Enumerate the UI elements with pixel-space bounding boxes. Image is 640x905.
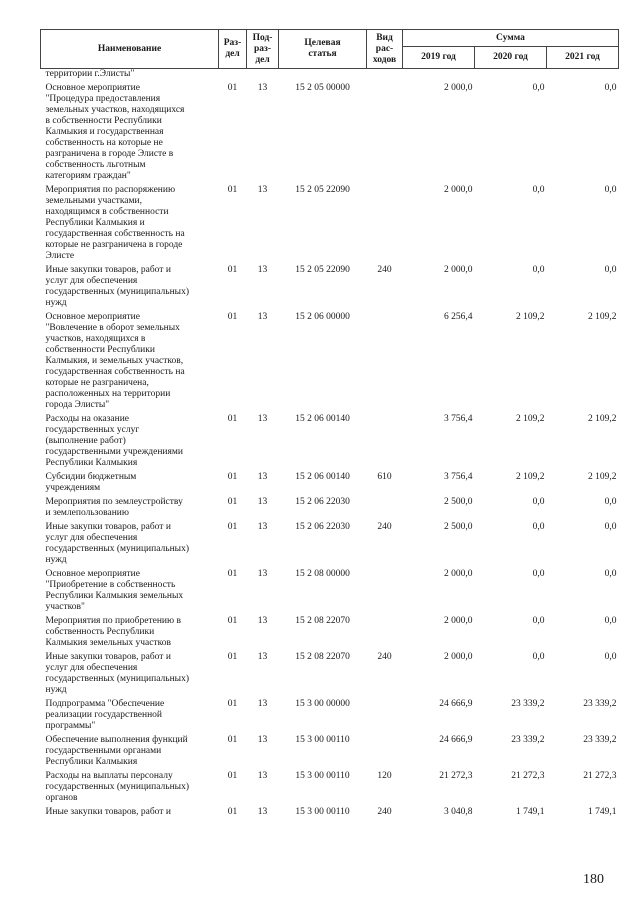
row-section: 01 — [227, 83, 238, 93]
row-name: Иные закупки товаров, работ и услуг для обеспечения государственных (муниципальных) нужд — [45, 652, 189, 695]
row-amount-2021: 23 339,2 — [583, 699, 617, 709]
row-name: Иные закупки товаров, работ и услуг для обеспечения государственных (муниципальных) нужд — [45, 265, 189, 308]
row-target: 15 2 05 00000 — [295, 83, 350, 93]
row-target: 15 2 06 22030 — [295, 497, 350, 507]
header-target: Целевая статья — [279, 30, 367, 69]
row-expense — [367, 80, 403, 182]
row-subsection: 13 — [257, 414, 268, 424]
row-amount-2020: 0,0 — [532, 616, 545, 626]
row-amount-2021: 0,0 — [604, 616, 617, 626]
row-target: 15 2 06 00000 — [295, 312, 350, 322]
row-subsection: 13 — [257, 265, 268, 275]
header-sum: Сумма — [403, 30, 619, 47]
row-target: 15 3 00 00110 — [295, 771, 350, 781]
row-section: 01 — [227, 616, 238, 626]
row-amount-2021: 0,0 — [604, 652, 617, 662]
row-section: 01 — [227, 265, 238, 275]
row-amount-2019: 2 500,0 — [444, 497, 473, 507]
row-name: Субсидии бюджетным учреждениям — [45, 472, 137, 493]
row-target: 15 2 08 22070 — [295, 616, 350, 626]
row-amount-2021: 1 749,1 — [588, 807, 617, 817]
row-target: 15 2 06 00140 — [295, 414, 350, 424]
row-amount-2019: 2 000,0 — [444, 652, 473, 662]
row-expense: 240 — [377, 265, 392, 275]
row-amount-2021: 2 109,2 — [588, 312, 617, 322]
table-row — [41, 804, 619, 818]
row-section: 01 — [227, 652, 238, 662]
row-amount-2020: 2 109,2 — [516, 312, 545, 322]
row-section — [219, 69, 247, 81]
header-subsection: Под- раз- дел — [247, 30, 279, 69]
row-amount-2019: 21 272,3 — [439, 771, 473, 781]
row-amount-2019: 6 256,4 — [444, 312, 473, 322]
row-subsection: 13 — [257, 522, 268, 532]
row-name: Иные закупки товаров, работ и — [45, 807, 171, 817]
header-year-2020: 2020 год — [475, 47, 547, 69]
row-amount-2021: 2 109,2 — [588, 472, 617, 482]
row-section: 01 — [227, 807, 238, 817]
row-subsection: 13 — [257, 185, 268, 195]
row-expense: 120 — [377, 771, 392, 781]
row-expense — [367, 494, 403, 519]
table-row — [41, 494, 619, 519]
row-amount-2019: 2 000,0 — [444, 616, 473, 626]
budget-table-page — [40, 29, 618, 818]
row-target: 15 2 08 00000 — [295, 569, 350, 579]
row-name: Мероприятия по распоряжению земельными участками, находящимся в собственности Республики Калмыкия и государственная собственность на которые не разграничена в городе Элисте — [45, 185, 185, 261]
row-subsection: 13 — [257, 652, 268, 662]
row-section: 01 — [227, 312, 238, 322]
header-name: Наименование — [41, 30, 219, 69]
row-target: 15 3 00 00000 — [295, 699, 350, 709]
row-amount-2019: 2 000,0 — [444, 185, 473, 195]
row-name: Иные закупки товаров, работ и услуг для обеспечения государственных (муниципальных) нужд — [45, 522, 189, 565]
row-target: 15 2 05 22090 — [295, 185, 350, 195]
table-row — [41, 182, 619, 262]
row-amount-2020: 0,0 — [532, 522, 545, 532]
row-name: Расходы на выплаты персоналу государственных (муниципальных) органов — [45, 771, 189, 803]
row-subsection: 13 — [257, 616, 268, 626]
row-expense — [367, 613, 403, 649]
row-name: Основное мероприятие "Приобретение в собственность Республики Калмыкия земельных участков" — [45, 569, 184, 612]
row-section: 01 — [227, 497, 238, 507]
row-target: 15 2 08 22070 — [295, 652, 350, 662]
row-name: Основное мероприятие "Вовлечение в оборот земельных участков, находящихся в собственности Республики Калмыкия, и земельных участков, государственная собственность на которые не разграничена, расположенных на территории города Элисты" — [45, 312, 185, 410]
row-amount-2021: 21 272,3 — [583, 771, 617, 781]
row-expense — [367, 732, 403, 768]
row-amount-2019: 3 756,4 — [444, 414, 473, 424]
row-name: Подпрограмма "Обеспечение реализации государственной программы" — [45, 699, 165, 731]
table-header — [41, 30, 619, 69]
row-expense: 240 — [377, 522, 392, 532]
header-expense: Вид рас- ходов — [367, 30, 403, 69]
row-target — [279, 69, 367, 81]
row-expense — [367, 411, 403, 469]
row-expense: 240 — [377, 652, 392, 662]
row-amount-2019: 24 666,9 — [439, 735, 473, 745]
table-row — [41, 696, 619, 732]
row-amount-2020: 0,0 — [532, 83, 545, 93]
row-expense: 610 — [377, 472, 392, 482]
row-amount-2019: 2 500,0 — [444, 522, 473, 532]
table-row — [41, 469, 619, 494]
row-amount-2020: 0,0 — [532, 265, 545, 275]
row-amount-2021: 0,0 — [604, 497, 617, 507]
table-row — [41, 649, 619, 696]
row-amount-2020: 0,0 — [532, 497, 545, 507]
header-year-2021: 2021 год — [547, 47, 619, 69]
table-row — [41, 411, 619, 469]
row-expense — [367, 566, 403, 613]
row-target: 15 2 06 00140 — [295, 472, 350, 482]
budget-table — [40, 29, 619, 818]
table-row — [41, 262, 619, 309]
row-amount-2020: 23 339,2 — [511, 699, 545, 709]
row-amount-2020: 2 109,2 — [516, 472, 545, 482]
row-amount-2020 — [475, 69, 547, 81]
row-amount-2020: 0,0 — [532, 185, 545, 195]
row-amount-2021 — [547, 69, 619, 81]
row-amount-2020: 21 272,3 — [511, 771, 545, 781]
row-subsection: 13 — [257, 312, 268, 322]
row-amount-2019: 3 756,4 — [444, 472, 473, 482]
row-amount-2019: 2 000,0 — [444, 83, 473, 93]
table-row — [41, 69, 619, 81]
page-number: 180 — [583, 872, 604, 887]
table-row — [41, 80, 619, 182]
row-target: 15 3 00 00110 — [295, 735, 350, 745]
row-amount-2021: 0,0 — [604, 569, 617, 579]
row-subsection: 13 — [257, 83, 268, 93]
row-subsection: 13 — [257, 497, 268, 507]
row-expense — [367, 309, 403, 411]
row-amount-2021: 0,0 — [604, 522, 617, 532]
table-row — [41, 566, 619, 613]
table-row — [41, 768, 619, 804]
table-row — [41, 732, 619, 768]
row-subsection: 13 — [257, 735, 268, 745]
row-expense — [367, 69, 403, 81]
row-target: 15 2 05 22090 — [295, 265, 350, 275]
row-subsection: 13 — [257, 771, 268, 781]
row-section: 01 — [227, 414, 238, 424]
row-amount-2021: 2 109,2 — [588, 414, 617, 424]
row-section: 01 — [227, 522, 238, 532]
row-amount-2019: 2 000,0 — [444, 569, 473, 579]
row-expense — [367, 182, 403, 262]
row-section: 01 — [227, 472, 238, 482]
row-amount-2019: 3 040,8 — [444, 807, 473, 817]
row-subsection — [247, 69, 279, 81]
row-subsection: 13 — [257, 472, 268, 482]
row-name: Мероприятия по землеустройству и землепользованию — [45, 497, 183, 518]
row-name: территории г.Элисты" — [45, 69, 135, 79]
header-year-2019: 2019 год — [403, 47, 475, 69]
row-subsection: 13 — [257, 807, 268, 817]
row-amount-2019: 2 000,0 — [444, 265, 473, 275]
row-subsection: 13 — [257, 699, 268, 709]
row-name: Мероприятия по приобретению в собственность Республики Калмыкия земельных участков — [45, 616, 181, 648]
row-section: 01 — [227, 185, 238, 195]
row-amount-2020: 0,0 — [532, 652, 545, 662]
row-name: Обеспечение выполнения функций государственными органами Республики Калмыкия — [45, 735, 188, 767]
row-expense — [367, 696, 403, 732]
table-row — [41, 613, 619, 649]
row-amount-2019 — [403, 69, 475, 81]
row-amount-2021: 23 339,2 — [583, 735, 617, 745]
row-amount-2019: 24 666,9 — [439, 699, 473, 709]
row-section: 01 — [227, 771, 238, 781]
table-row — [41, 519, 619, 566]
row-amount-2020: 23 339,2 — [511, 735, 545, 745]
row-subsection: 13 — [257, 569, 268, 579]
table-row — [41, 309, 619, 411]
header-section: Раз- дел — [219, 30, 247, 69]
row-target: 15 3 00 00110 — [295, 807, 350, 817]
row-amount-2021: 0,0 — [604, 265, 617, 275]
row-amount-2020: 2 109,2 — [516, 414, 545, 424]
row-amount-2021: 0,0 — [604, 185, 617, 195]
row-name: Расходы на оказание государственных услуг (выполнение работ) государственными учреждениями Республики Калмыкия — [45, 414, 183, 468]
row-name: Основное мероприятие "Процедура предоставления земельных участков, находящихся в собственности Республики Калмыкия и государственная собственность на которые не разграничена в городе Элисте в собственность льготным категориям граждан" — [45, 83, 185, 181]
row-amount-2021: 0,0 — [604, 83, 617, 93]
row-section: 01 — [227, 735, 238, 745]
row-section: 01 — [227, 569, 238, 579]
row-section: 01 — [227, 699, 238, 709]
table-body — [41, 69, 619, 819]
row-target: 15 2 06 22030 — [295, 522, 350, 532]
row-expense: 240 — [377, 807, 392, 817]
row-amount-2020: 1 749,1 — [516, 807, 545, 817]
row-amount-2020: 0,0 — [532, 569, 545, 579]
